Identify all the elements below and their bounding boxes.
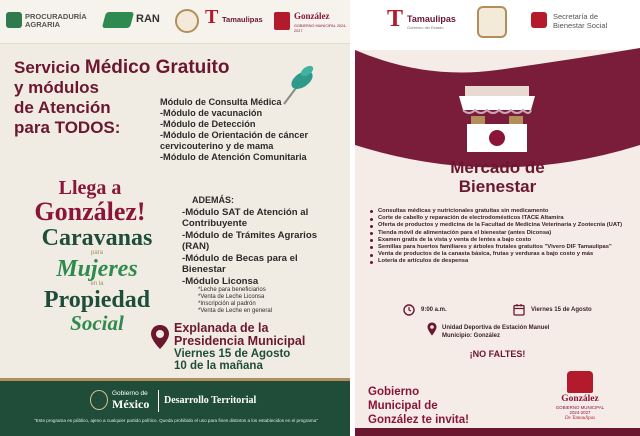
gonzalez-logo-sub: GOBIERNO MUNICIPAL 2024-2027 (294, 24, 347, 33)
services-list (369, 208, 631, 266)
modules-list (160, 97, 345, 163)
gonzalez-logo-text: González (294, 11, 330, 21)
liconsa-item: *Inscripción al padrón (198, 301, 256, 307)
seal-icon (477, 6, 507, 38)
service-item: Consultas médicas y nutricionales gratuitas sin medicamento (369, 208, 631, 215)
title-line1-b: Médico Gratuito (84, 57, 230, 78)
gonzalez-logo-sub1: GOBIERNO MUNICIPAL (555, 405, 605, 410)
mercado-line1: Mercado de (450, 158, 545, 177)
gonzalez-logo-name: González (561, 394, 599, 404)
liconsa-item: *Leche para beneficiarios (198, 287, 266, 293)
left-logo-bar (0, 0, 350, 44)
llega-heading (10, 178, 170, 225)
service-item: Tienda móvil de alimentación para el bienestar (antes Diconsa) (369, 230, 631, 237)
liconsa-item: *Venta de Leche en general (198, 308, 273, 314)
date-line2: 10 de la mañana (174, 360, 263, 372)
module-item: -Módulo de vacunación (160, 108, 263, 118)
procuraduria-logo-text: PROCURADURÍA AGRARIA (25, 12, 87, 29)
tamaulipas-logo-t-icon: T (387, 6, 404, 32)
gob-line3: González te invita! (368, 414, 469, 426)
mujeres-text: Mujeres (56, 256, 138, 282)
llega-line1: Llega a (58, 177, 122, 199)
propiedad-text: Propiedad (43, 287, 151, 313)
mercado-title (355, 158, 640, 196)
calendar-icon (513, 303, 525, 316)
module-item: -Módulo de Atención Comunitaria (160, 152, 307, 162)
venue-line1: Unidad Deportiva de Estación Manuel (442, 325, 550, 331)
title-line2: y módulos (14, 78, 100, 97)
service-item: Lotería de artículos de despensa (369, 258, 631, 265)
ran-logo-text: RAN (136, 13, 160, 25)
title-line1-a: Servicio (14, 58, 85, 77)
title-line3: de Atención (14, 98, 111, 117)
module-item: Módulo de Consulta Médica (160, 97, 282, 107)
gonzalez-logo-mark (567, 371, 593, 393)
caravanas-heading (12, 226, 182, 334)
secretaria-line2: Bienestar Social (553, 21, 608, 30)
clock-icon (403, 304, 415, 316)
gob-line1: Gobierno (368, 386, 420, 398)
venue-line2: Municipio: González (442, 333, 500, 339)
extra-modules-list (182, 195, 342, 315)
event-date: Viernes 15 de Agosto (531, 307, 592, 313)
tamaulipas-logo-t-icon: T (205, 6, 219, 28)
coat-of-arms-icon (90, 390, 108, 410)
footnote: "Este programa es público, ajeno a cualquier partido político. Queda prohibido el uso para fines distintos a los establecidos en el programa" (34, 418, 318, 423)
no-faltes-text: ¡NO FALTES! (469, 349, 526, 359)
service-item: Semillas para huertos familiares y árboles frutales gratuitos "Vivero DIF Tamaulipas" (369, 244, 631, 251)
seal-icon (175, 9, 199, 33)
gonzalez-logo-sub2: 2024-2027 (569, 410, 591, 415)
liconsa-item: *Venta de Leche Liconsa (198, 294, 265, 300)
gob-line2: Municipal de (368, 400, 438, 412)
place-line2: Presidencia Municipal (174, 334, 306, 348)
location-pin-icon (150, 324, 170, 350)
gobierno-invita (368, 385, 518, 427)
ademas-label: ADEMÁS: (192, 195, 234, 205)
llega-line2: González! (34, 197, 146, 226)
footer-gob-line1: Gobierno de (112, 390, 148, 397)
module-item: -Módulo de Orientación de cáncer cervicouterino y de mama (160, 130, 309, 151)
event-place (174, 322, 350, 372)
en-la-text: en la (90, 281, 104, 287)
footer-dependency: Desarrollo Territorial (164, 395, 257, 406)
footer-gold-strip (0, 378, 350, 381)
mercado-line2: Bienestar (458, 177, 537, 196)
footer-divider (158, 390, 159, 412)
caravanas-text: Caravanas (41, 225, 153, 251)
gonzalez-logo-mark (274, 12, 290, 30)
market-stall-icon (457, 80, 537, 155)
extra-module-item: -Módulo de Trámites Agrarios (RAN) (182, 229, 318, 252)
gonzalez-logo-signature: De Tamaulipas (564, 416, 596, 421)
service-item: Corte de cabello y reparación de electrodomésticos ITACE Altamira (369, 215, 631, 222)
extra-module-item: -Módulo de Becas para el Bienestar (182, 252, 298, 275)
date-line1: Viernes 15 de Agosto (174, 348, 291, 360)
event-time: 9:00 a.m. (421, 307, 447, 313)
right-poster (355, 0, 640, 436)
social-text: Social (70, 311, 124, 335)
bienestar-heart-icon (531, 12, 547, 28)
tamaulipas-logo-text: Tamaulipas (407, 14, 456, 24)
location-pin-icon (427, 322, 437, 336)
left-footer (0, 378, 350, 436)
service-item: Examen gratis de la vista y venta de lentes a bajo costo (369, 237, 631, 244)
event-venue (442, 324, 549, 340)
extra-module-item: -Módulo Liconsa (182, 275, 259, 287)
secretaria-line1: Secretaría de (553, 12, 599, 21)
procuraduria-logo-mark (6, 12, 22, 28)
place-line1: Explanada de la (174, 321, 269, 335)
right-footer-bar (355, 428, 640, 436)
service-item: Oferta de productos y medicina de la Facultad de Medicina Veterinaria y Zootecnia (UAT) (369, 222, 631, 229)
para-text: para (90, 250, 103, 256)
title-line4: para TODOS: (14, 118, 121, 137)
footer-gob-line2: México (112, 397, 150, 411)
service-item: Venta de productos de la canasta básica, frutas y verduras a bajo costo y más (369, 251, 631, 258)
module-item: -Módulo de Detección (160, 119, 256, 129)
tamaulipas-logo-sub: Gobierno del Estado (407, 25, 444, 30)
tamaulipas-logo-text: Tamaulipas (222, 15, 263, 24)
extra-module-item: -Módulo SAT de Atención al Contribuyente (182, 206, 309, 229)
ran-logo-mark (102, 12, 134, 28)
